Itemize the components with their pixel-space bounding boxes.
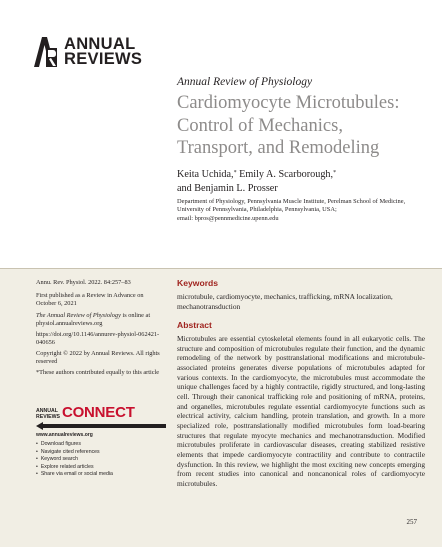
affiliation-line: Department of Physiology, Pennsylvania Muscle Institute, Perelman School of Medicine,	[177, 198, 406, 205]
equal-contribution-note: *These authors contributed equally to this article	[36, 369, 160, 376]
affiliation-line: University of Pennsylvania, Philadelphia, Pennsylvania, USA;	[177, 206, 337, 214]
connect-item-download-figures[interactable]: • Download figures	[36, 441, 166, 449]
article-title: Cardiomyocyte Microtubules: Control of Mechanics, Transport, and Remodeling	[177, 93, 400, 158]
connect-title: CONNECT	[61, 404, 135, 421]
annual-reviews-logo	[33, 36, 142, 68]
abstract-heading: Abstract	[177, 320, 212, 330]
abstract-text: Microtubules are essential cytoskeletal elements found in all eukaryotic cells. The structure and composition of microtubules regulate their function, and the dynamic remodeling of the network by posttranslational modifications and microtubule-associated proteins generates diverse populations of microtubules adapted for various contexts. In the cardiomyocyte, the microtubules must accommodate the unique challenges faced by a highly contractile, rigidly structured, and long-lasting cell. Through their canonical trafficking role and positioning of mRNA, proteins, and organelles, microtubules regulate essential cardiomyocyte functions such as electrical activity, calcium handling, protein translation, and growth. In a more specialized role, posttranslationally modified microtubules form load-bearing structures that regulate myocyte mechanics and mechanotransduction. Modified microtubules proliferate in cardiovascular diseases, creating stabilized resistive elements that impede cardiomyocyte contractility and contribute to contractile dysfunction. In this review, we highlight the most exciting new concepts emerging from recent studies into canonical and noncanonical roles of cardiomyocyte microtubules.	[177, 334, 425, 488]
logo-line-2: REVIEWS	[64, 50, 143, 68]
connect-item-share[interactable]: • Share via email or social media	[36, 471, 166, 479]
connect-item-keyword-search[interactable]: • Keyword search	[36, 456, 166, 464]
citation: Annu. Rev. Physiol. 2022. 84:257–83	[36, 279, 131, 286]
connect-item-cited-references[interactable]: • Navigate cited references	[36, 449, 166, 457]
band-divider	[0, 268, 442, 269]
online-note-rest: is online at physiol.annualreviews.org	[36, 312, 151, 328]
author-3: and Benjamin L. Prosser	[177, 182, 278, 194]
connect-bar-line	[43, 424, 166, 428]
arrow-left-icon	[36, 422, 43, 430]
equal-contribution-mark: *	[233, 170, 237, 176]
connect-small-line-1: ANNUAL	[36, 408, 58, 415]
ar-logo-icon	[33, 36, 58, 68]
connect-item-related-articles[interactable]: • Explore related articles	[36, 464, 166, 472]
journal-name: Annual Review of Physiology	[177, 76, 313, 88]
author-email[interactable]: email: bpros@pennmedicine.upenn.edu	[177, 214, 279, 222]
equal-contribution-mark: *	[333, 170, 337, 176]
doi-link[interactable]: https://doi.org/10.1146/annurev-physiol-062421-040656	[36, 331, 160, 347]
connect-small-line-2: REVIEWS	[36, 413, 60, 420]
copyright: Copyright © 2022 by Annual Reviews. All rights reserved	[36, 350, 160, 366]
connect-feature-list	[36, 441, 166, 479]
author-1: Keita Uchida,	[177, 169, 234, 180]
online-note	[36, 312, 164, 328]
connect-url[interactable]: www.annualreviews.org	[36, 432, 93, 438]
page-number: 257	[406, 518, 417, 526]
first-published: First published as a Review in Advance on October 6, 2021	[36, 292, 144, 308]
connect-arrow-bar	[36, 422, 166, 430]
online-journal-name: The Annual Review of Physiology	[36, 312, 121, 319]
logo-wordmark	[64, 37, 142, 67]
author-list	[177, 167, 417, 195]
annual-reviews-connect	[36, 405, 166, 479]
connect-header	[36, 405, 166, 420]
affiliation	[177, 198, 427, 223]
connect-small-label	[36, 409, 60, 420]
keywords-heading: Keywords	[177, 278, 219, 288]
keywords-text: microtubule, cardiomyocyte, mechanics, trafficking, mRNA localization, mechanotransduction	[177, 292, 393, 311]
logo-line-1: ANNUAL	[64, 35, 136, 53]
author-2: Emily A. Scarborough,	[239, 169, 334, 180]
